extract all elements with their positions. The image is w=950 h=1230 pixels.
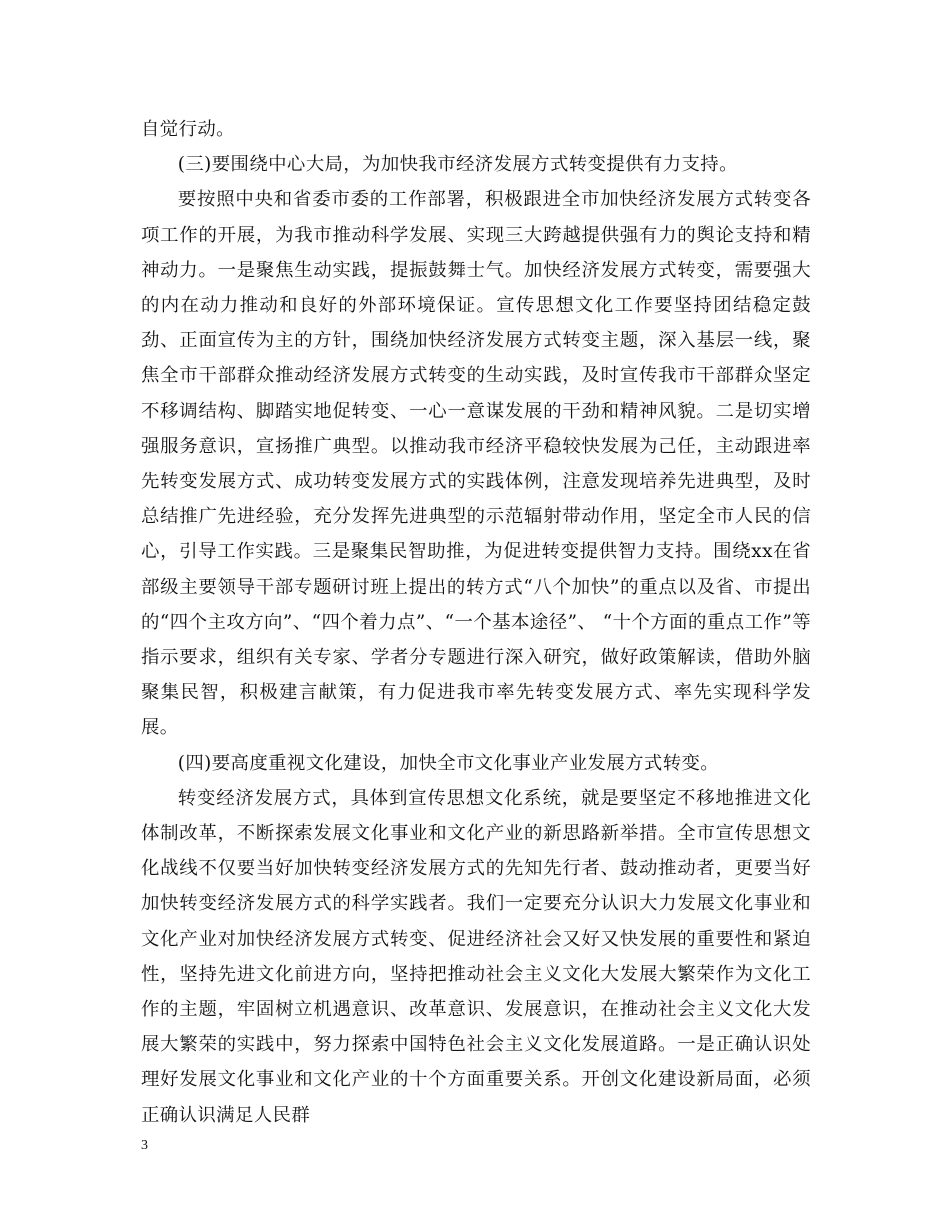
body-text: [141, 112, 811, 1133]
paragraph-1: 自觉行动。: [141, 119, 235, 140]
paragraph-5: 转变经济发展方式，具体到宣传思想文化系统，就是要坚定不移地推进文化体制改革，不断探索发展文化事业和文化产业的新思路新举措。全市宣传思想文化战线不仅要当好加快转变经济发展方式的先知先行者、鼓动推动者，更要当好加快转变经济发展方式的科学实践者。我们一定要充分认识大力发展文化事业和文化产业对加快经济发展方式转变、促进经济社会又好又快发展的重要性和紧迫性，坚持先进文化前进方向，坚持把推动社会主义文化大发展大繁荣作为文化工作的主题，牢固树立机遇意识、改革意识、发展意识，在推动社会主义文化大发展大繁荣的实践中，努力探索中国特色社会主义文化发展道路。一是正确认识处理好发展文化事业和文化产业的十个方面重要关系。开创文化建设新局面，必须正确认识满足人民群: [141, 787, 811, 1126]
paragraph-3: 要按照中央和省委市委的工作部署，积极跟进全市加快经济发展方式转变各项工作的开展，为我市推动科学发展、实现三大跨越提供强有力的舆论支持和精神动力。一是聚焦生动实践，提振鼓舞士气。加快经济发展方式转变，需要强大的内在动力推动和良好的外部环境保证。宣传思想文化工作要坚持团结稳定鼓劲、正面宣传为主的方针，围绕加快经济发展方式转变主题，深入基层一线，聚焦全市干部群众推动经济发展方式转变的生动实践，及时宣传我市干部群众坚定不移调结构、脚踏实地促转变、一心一意谋发展的干劲和精神风貌。二是切实增强服务意识，宣扬推广典型。以推动我市经济平稳较快发展为己任，主动跟进率先转变发展方式、成功转变发展方式的实践体例，注意发现培养先进典型，及时总结推广先进经验，充分发挥先进典型的示范辐射带动作用，坚定全市人民的信心，引导工作实践。三是聚集民智助推，为促进转变提供智力支持。围绕xx在省部级主要领导干部专题研讨班上提出的转方式“八个加快”的重点以及省、市提出的“四个主攻方向”、“四个着力点”、“一个基本途径”、 “十个方面的重点工作”等指示要求，组织有关专家、学者分专题进行深入研究，做好政策解读，借助外脑聚集民智，积极建言献策，有力促进我市率先转变发展方式、率先实现科学发展。: [141, 189, 811, 739]
page-number: 3: [141, 1138, 148, 1153]
paragraph-4-heading: (四)要高度重视文化建设，加快全市文化事业产业发展方式转变。: [177, 752, 720, 774]
paragraph-2-heading: (三)要围绕中心大局，为加快我市经济发展方式转变提供有力支持。: [177, 154, 738, 176]
